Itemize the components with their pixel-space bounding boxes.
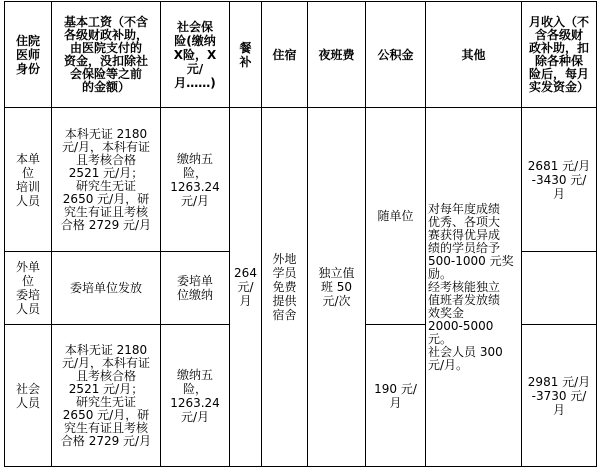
header-row <box>5 2 597 108</box>
row1-identity: 本单 位 培训 人员 <box>5 108 52 252</box>
housing-fund-shared-cell: 随单位 <box>366 108 426 325</box>
row1-base-salary: 本科无证 2180 元/月，本科有证 且考核合格 2521 元/月； 研究生无证 2650 元/月，研 究生有证且考核 合格 2729 元/月 <box>52 108 161 252</box>
row3-identity: 社会 人员 <box>5 325 52 467</box>
row3-social-insurance: 缴纳五 险， 1263.24 元/月 <box>161 325 230 467</box>
resident-compensation-table <box>4 1 597 467</box>
meal-allowance-cell: 264 元/ 月 <box>230 108 262 467</box>
row3-monthly-income: 2981 元/月 -3730 元/ 月 <box>522 325 597 467</box>
night-shift-cell: 独立值 班 50 元/次 <box>308 108 366 467</box>
row2-monthly-income <box>522 252 597 325</box>
row2-social-insurance: 委培单 位缴纳 <box>161 252 230 325</box>
header-other: 其他 <box>426 2 522 108</box>
table-row <box>5 108 597 252</box>
header-identity: 住院 医师 身份 <box>5 2 52 108</box>
header-meal: 餐 补 <box>230 2 262 108</box>
header-monthly-income: 月收入（不 含各级财 政补助，扣 除各种保 险后，每月 实发资金） <box>522 2 597 108</box>
header-base-salary: 基本工资（不含 各级财政补助， 由医院支付的 资金，没扣除社 会保险等之前 的金额） <box>52 2 161 108</box>
header-social-insurance: 社会保 险(缴纳 X险，X 元/ 月……) <box>161 2 230 108</box>
header-housing: 住宿 <box>262 2 308 108</box>
row2-base-salary: 委培单位发放 <box>52 252 161 325</box>
header-housing-fund: 公积金 <box>366 2 426 108</box>
row3-base-salary: 本科无证 2180 元/月，本科有证 且考核合格 2521 元/月； 研究生无证 2650 元/月，研 究生有证且考核 合格 2729 元/月 <box>52 325 161 467</box>
row1-monthly-income: 2681 元/月 -3430 元/ 月 <box>522 108 597 252</box>
row2-identity: 外单 位 委培 人员 <box>5 252 52 325</box>
other-benefits-cell: 对每年度成绩 优秀、各项大 赛获得优异成 绩的学员给予 500-1000 元奖 励。 经考核能独立 值班者发放绩 效奖金 2000-5000 元。 社会人员 300 元/月。 <box>426 108 522 467</box>
row1-social-insurance: 缴纳五 险， 1263.24 元/月 <box>161 108 230 252</box>
row3-housing-fund: 190 元/ 月 <box>366 325 426 467</box>
housing-cell: 外地 学员 免费 提供 宿舍 <box>262 108 308 467</box>
header-night-shift: 夜班费 <box>308 2 366 108</box>
